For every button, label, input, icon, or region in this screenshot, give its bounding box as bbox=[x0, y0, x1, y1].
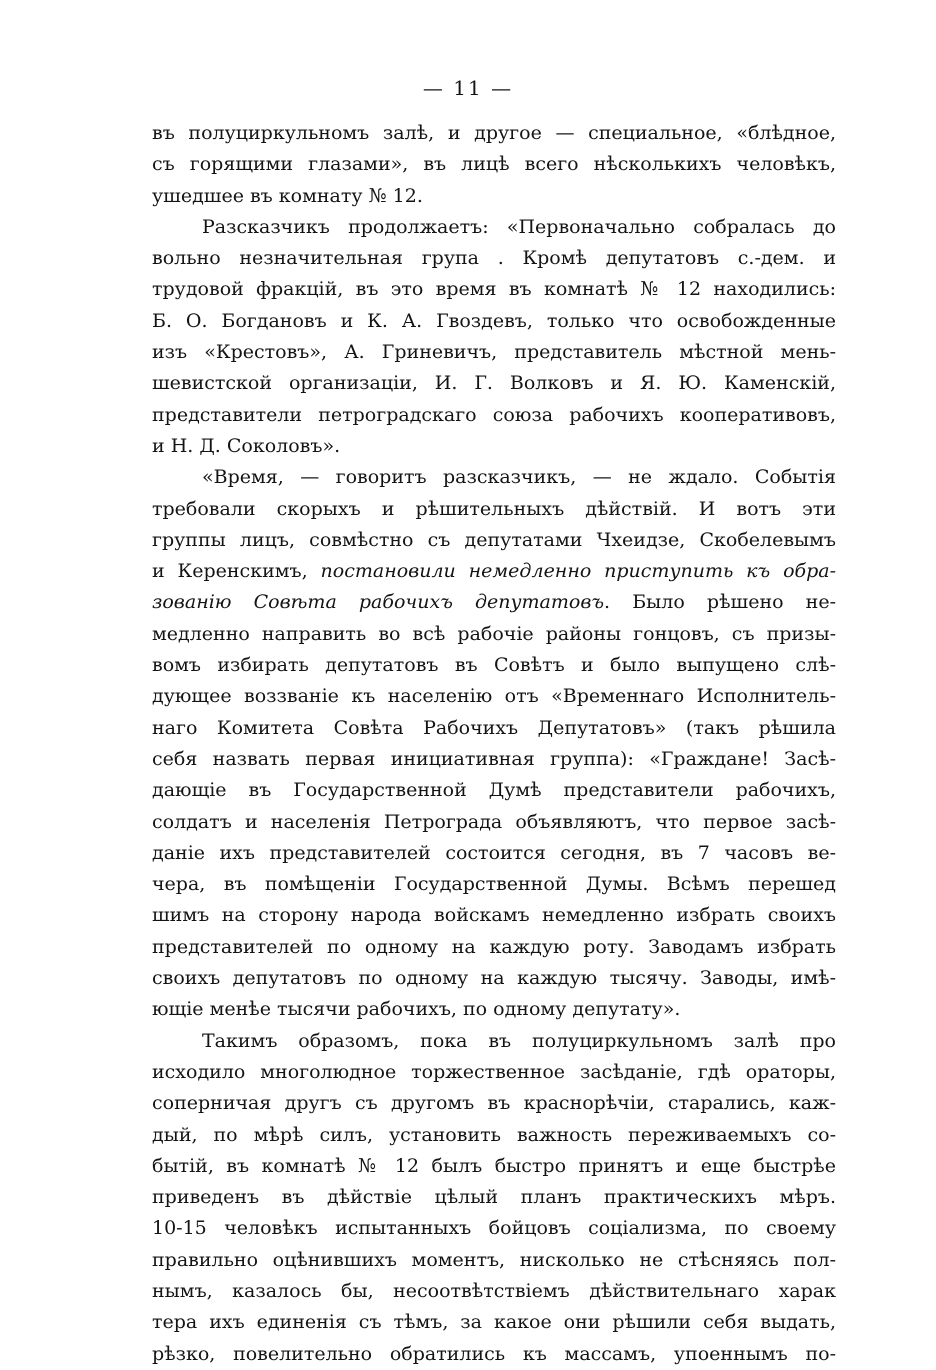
text-line bbox=[152, 212, 836, 243]
text-line bbox=[152, 1339, 836, 1370]
text-line bbox=[152, 149, 836, 180]
text-line bbox=[152, 525, 836, 556]
text-line bbox=[152, 306, 836, 337]
text-line bbox=[152, 713, 836, 744]
text-line bbox=[152, 963, 836, 994]
text-run: требовали скорыхъ и рѣшительныхъ дѣйствій. И вотъ эти bbox=[152, 497, 836, 520]
text-line bbox=[152, 1026, 836, 1057]
text-run: тера ихъ единенія съ тѣмъ, за какое они рѣшили себя выдать, bbox=[152, 1311, 836, 1334]
text-run: соперничая другъ съ другомъ въ краснорѣчіи, старались, каж- bbox=[152, 1092, 836, 1115]
text-run: солдатъ и населенія Петрограда объявляютъ, что первое засѣ- bbox=[152, 810, 836, 833]
text-run: Б. О. Богдановъ и К. А. Гвоздевъ, только что освобожденные bbox=[152, 309, 836, 332]
text-run: дающіе въ Государственной Думѣ представители рабочихъ, bbox=[152, 779, 836, 802]
text-run-tail: . Было рѣшено не- bbox=[604, 591, 836, 614]
text-run: дующее воззваніе къ населенію отъ «Временнаго Исполнитель- bbox=[152, 685, 836, 708]
text-run: группы лицъ, совмѣстно съ депутатами Чхеидзе, Скобелевымъ bbox=[152, 528, 836, 551]
text-run: и Керенскимъ, bbox=[152, 560, 308, 583]
text-run: шимъ на сторону народа войскамъ немедленно избрать своихъ bbox=[152, 904, 836, 927]
text-run: приведенъ въ дѣйствіе цѣлый планъ практическихъ мѣръ. bbox=[152, 1186, 836, 1209]
text-line bbox=[152, 681, 836, 712]
text-run: и Н. Д. Соколовъ». bbox=[152, 434, 341, 457]
italic-run: постановили немедленно приступить къ обра- bbox=[320, 560, 837, 583]
text-line bbox=[152, 243, 836, 274]
text-run: ушедшее въ комнату № 12. bbox=[152, 184, 423, 207]
text-line bbox=[152, 900, 836, 931]
text-line bbox=[152, 619, 836, 650]
text-run: исходило многолюдное торжественное засѣданіе, гдѣ ораторы, bbox=[152, 1060, 836, 1083]
text-run: своихъ депутатовъ по одному на каждую тысячу. Заводы, имѣ- bbox=[152, 967, 836, 990]
text-line bbox=[152, 994, 836, 1025]
text-line bbox=[152, 775, 836, 806]
italic-run: зованію Совѣта рабочихъ депутатовъ bbox=[152, 591, 605, 614]
text-run: дый, по мѣрѣ силъ, установить важность переживаемыхъ со- bbox=[152, 1123, 836, 1146]
text-run: правильно оцѣнившихъ моментъ, нисколько не стѣсняясь пол- bbox=[152, 1248, 836, 1271]
text-line bbox=[152, 1088, 836, 1119]
text-line bbox=[152, 1276, 836, 1307]
page-number: — 11 — bbox=[422, 76, 514, 100]
text-line bbox=[152, 1182, 836, 1213]
body-text bbox=[152, 118, 836, 1370]
text-run: медленно направить во всѣ рабочіе районы гонцовъ, съ призы- bbox=[152, 622, 836, 645]
text-line bbox=[152, 400, 836, 431]
text-run: Разсказчикъ продолжаетъ: «Первоначально собралась до bbox=[202, 215, 836, 238]
text-run: изъ «Крестовъ», А. Гриневичъ, представитель мѣстной мень- bbox=[152, 341, 836, 364]
text-run: представителей по одному на каждую роту. Заводамъ избрать bbox=[152, 935, 836, 958]
text-line bbox=[152, 807, 836, 838]
text-run: представители петроградскаго союза рабочихъ кооперативовъ, bbox=[152, 403, 836, 426]
text-line bbox=[152, 1213, 836, 1244]
text-run: трудовой фракцій, въ это время въ комнатѣ № 12 находились: bbox=[152, 278, 836, 301]
text-line bbox=[152, 494, 836, 525]
text-run: Такимъ образомъ, пока въ полуциркульномъ залѣ про bbox=[202, 1029, 836, 1052]
text-run: шевистской организаціи, И. Г. Волковъ и Я. Ю. Каменскій, bbox=[152, 372, 836, 395]
text-line bbox=[152, 274, 836, 305]
text-run: вольно незначительная група . Кромѣ депутатовъ с.-дем. и bbox=[152, 247, 836, 270]
text-line bbox=[152, 1245, 836, 1276]
text-run: чера, въ помѣщеніи Государственной Думы. Всѣмъ перешед bbox=[152, 873, 836, 896]
text-run: даніе ихъ представителей состоится сегодня, въ 7 часовъ ве- bbox=[152, 841, 836, 864]
text-run: вомъ избирать депутатовъ въ Совѣтъ и было выпущено слѣ- bbox=[152, 654, 836, 677]
text-run: «Время, — говоритъ разсказчикъ, — не ждало. Событія bbox=[202, 466, 836, 489]
text-line bbox=[152, 556, 836, 587]
text-line bbox=[152, 118, 836, 149]
text-line bbox=[152, 1151, 836, 1182]
text-run: бытій, въ комнатѣ № 12 былъ быстро принятъ и еще быстрѣе bbox=[152, 1154, 836, 1177]
text-line bbox=[152, 650, 836, 681]
text-line bbox=[152, 869, 836, 900]
text-run: себя назвать первая инициативная группа): «Граждане! Засѣ- bbox=[152, 747, 836, 770]
text-line bbox=[152, 838, 836, 869]
text-line bbox=[152, 337, 836, 368]
text-line bbox=[152, 1057, 836, 1088]
text-line bbox=[152, 368, 836, 399]
text-run: съ горящими глазами», въ лицѣ всего нѣсколькихъ человѣкъ, bbox=[152, 153, 836, 176]
text-line bbox=[152, 932, 836, 963]
text-line bbox=[152, 587, 836, 618]
text-run: наго Комитета Совѣта Рабочихъ Депутатовъ» (такъ рѣшила bbox=[152, 716, 836, 739]
text-line bbox=[152, 744, 836, 775]
text-line bbox=[152, 431, 836, 462]
text-run: нымъ, казалось бы, несоотвѣтствіемъ дѣйствительнаго харак bbox=[152, 1279, 836, 1302]
text-line bbox=[152, 462, 836, 493]
text-line bbox=[152, 1120, 836, 1151]
text-line bbox=[152, 181, 836, 212]
text-run: рѣзко, повелительно обратились къ массамъ, упоеннымъ по- bbox=[152, 1342, 836, 1365]
text-line bbox=[152, 1307, 836, 1338]
text-run: ющіе менѣе тысячи рабочихъ, по одному депутату». bbox=[152, 998, 681, 1021]
text-run: въ полуциркульномъ залѣ, и другое — специальное, «блѣдное, bbox=[152, 122, 836, 144]
text-run: 10-15 человѣкъ испытанныхъ бойцовъ соціализма, по своему bbox=[152, 1217, 836, 1240]
